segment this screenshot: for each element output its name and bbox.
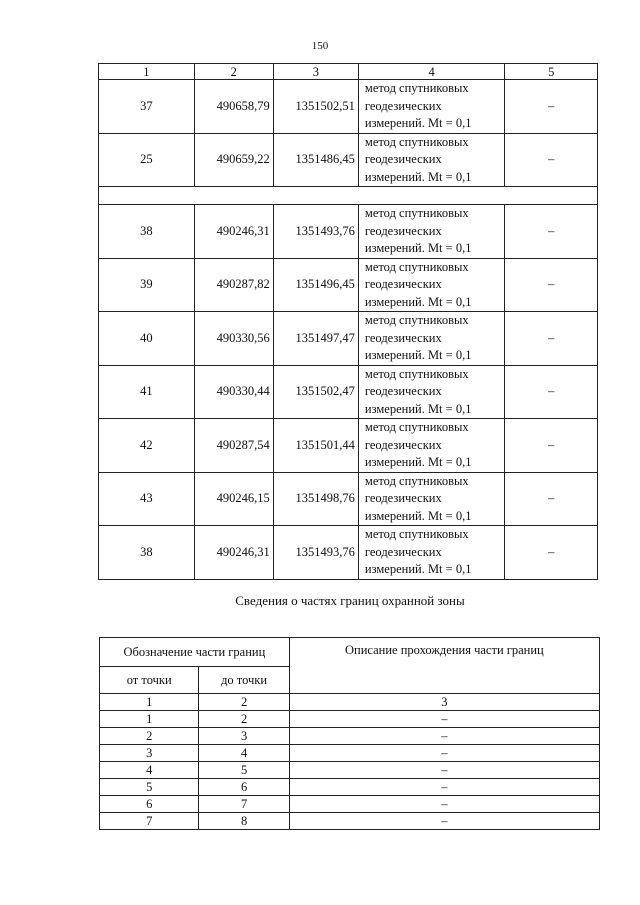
- table-row: [99, 419, 598, 473]
- y-coordinate-cell: 1351493,76: [273, 526, 358, 580]
- table-row: [99, 365, 598, 419]
- point-number-cell: 37: [99, 80, 195, 134]
- column-number-4: 4: [358, 64, 504, 80]
- y-coordinate-cell: 1351497,47: [273, 312, 358, 366]
- y-coordinate-cell: 1351486,45: [273, 133, 358, 187]
- method-line: измерений. Mt = 0,1: [364, 508, 472, 523]
- method-line: геодезических: [364, 152, 442, 166]
- x-coordinate-cell: 490658,79: [194, 80, 273, 134]
- method-line: метод спутниковых: [364, 134, 469, 149]
- table-row: [100, 745, 600, 762]
- method-cell: [358, 80, 504, 134]
- table-row: [99, 472, 598, 526]
- x-coordinate-cell: 490330,44: [194, 365, 273, 419]
- from-point-cell: 6: [100, 796, 199, 813]
- method-line: геодезических: [364, 544, 442, 559]
- method-line: геодезических: [364, 491, 442, 505]
- section-title: Сведения о частях границ охранной зоны: [235, 593, 465, 608]
- method-cell: [358, 526, 504, 580]
- note-cell: –: [505, 312, 598, 366]
- method-line: метод спутниковых: [364, 366, 469, 381]
- y-coordinate-cell: 1351496,45: [273, 258, 358, 312]
- table-row: [100, 813, 600, 830]
- to-point-cell: 2: [199, 711, 289, 728]
- note-cell: –: [505, 472, 598, 526]
- parts-header-row: [100, 638, 600, 667]
- method-cell: [358, 472, 504, 526]
- method-line: измерений. Mt = 0,1: [364, 401, 472, 416]
- y-coordinate-cell: 1351493,76: [273, 205, 358, 259]
- x-coordinate-cell: 490287,82: [194, 258, 273, 312]
- header-boundary-designation: Обозначение части границ: [100, 638, 290, 667]
- x-coordinate-cell: 490287,54: [194, 419, 273, 473]
- table-row: [99, 205, 598, 259]
- method-cell: [358, 258, 504, 312]
- header-boundary-description: Описание прохождения части границ: [289, 638, 599, 694]
- method-line: измерений. Mt = 0,1: [364, 116, 472, 130]
- x-coordinate-cell: 490330,56: [194, 312, 273, 366]
- coordinates-header-row: [99, 64, 598, 80]
- table-row: [100, 711, 600, 728]
- boundary-parts-table: [99, 637, 600, 830]
- parts-column-number-1: 1: [100, 694, 199, 711]
- x-coordinate-cell: 490246,31: [194, 526, 273, 580]
- column-number-5: 5: [505, 64, 598, 80]
- y-coordinate-cell: 1351502,51: [273, 80, 358, 134]
- note-cell: –: [505, 526, 598, 580]
- table-row: [99, 80, 598, 134]
- description-cell: –: [289, 728, 599, 745]
- method-line: геодезических: [364, 98, 442, 113]
- from-point-cell: 4: [100, 762, 199, 779]
- to-point-cell: 4: [199, 745, 289, 762]
- table-row: [100, 779, 600, 796]
- method-line: измерений. Mt = 0,1: [364, 294, 472, 309]
- method-line: метод спутниковых: [364, 206, 469, 220]
- point-number-cell: 40: [99, 312, 195, 366]
- method-line: метод спутниковых: [364, 81, 469, 95]
- method-line: метод спутниковых: [364, 259, 469, 274]
- method-line: геодезических: [364, 223, 442, 238]
- y-coordinate-cell: 1351498,76: [273, 472, 358, 526]
- from-point-cell: 7: [100, 813, 199, 830]
- note-cell: –: [505, 365, 598, 419]
- x-coordinate-cell: 490246,15: [194, 472, 273, 526]
- point-number-cell: 38: [99, 205, 195, 259]
- x-coordinate-cell: 490246,31: [194, 205, 273, 259]
- to-point-cell: 6: [199, 779, 289, 796]
- from-point-cell: 3: [100, 745, 199, 762]
- y-coordinate-cell: 1351502,47: [273, 365, 358, 419]
- column-number-2: 2: [194, 64, 273, 80]
- method-line: измерений. Mt = 0,1: [364, 348, 472, 362]
- to-point-cell: 3: [199, 728, 289, 745]
- point-number-cell: 25: [99, 133, 195, 187]
- description-cell: –: [289, 813, 599, 830]
- description-cell: –: [289, 711, 599, 728]
- method-line: метод спутниковых: [364, 313, 469, 327]
- method-line: измерений. Mt = 0,1: [364, 169, 472, 184]
- method-cell: [358, 419, 504, 473]
- table-row: [99, 258, 598, 312]
- point-number-cell: 38: [99, 526, 195, 580]
- description-cell: –: [289, 779, 599, 796]
- method-line: геодезических: [364, 437, 442, 452]
- method-line: измерений. Mt = 0,1: [364, 562, 472, 576]
- from-point-cell: 2: [100, 728, 199, 745]
- note-cell: –: [505, 419, 598, 473]
- parts-column-numbers-row: [100, 694, 600, 711]
- method-cell: [358, 365, 504, 419]
- method-cell: [358, 133, 504, 187]
- parts-column-number-3: 3: [289, 694, 599, 711]
- from-point-cell: 5: [100, 779, 199, 796]
- column-number-3: 3: [273, 64, 358, 80]
- table-row: [99, 312, 598, 366]
- coordinates-table: [98, 63, 598, 580]
- point-number-cell: 41: [99, 365, 195, 419]
- method-line: измерений. Mt = 0,1: [364, 241, 472, 255]
- to-point-cell: 5: [199, 762, 289, 779]
- note-cell: –: [505, 80, 598, 134]
- note-cell: –: [505, 205, 598, 259]
- method-line: метод спутниковых: [364, 473, 469, 488]
- table-row: [99, 133, 598, 187]
- page-number: 150: [311, 40, 329, 52]
- note-cell: –: [505, 133, 598, 187]
- method-line: измерений. Mt = 0,1: [364, 455, 472, 469]
- y-coordinate-cell: 1351501,44: [273, 419, 358, 473]
- description-cell: –: [289, 745, 599, 762]
- to-point-cell: 8: [199, 813, 289, 830]
- method-cell: [358, 205, 504, 259]
- note-cell: –: [505, 258, 598, 312]
- separator-row: [99, 187, 598, 205]
- method-cell: [358, 312, 504, 366]
- method-line: метод спутниковых: [364, 527, 469, 541]
- parts-column-number-2: 2: [199, 694, 289, 711]
- column-number-1: 1: [99, 64, 195, 80]
- method-line: метод спутниковых: [364, 420, 469, 434]
- header-to-point: до точки: [199, 667, 289, 694]
- from-point-cell: 1: [100, 711, 199, 728]
- point-number-cell: 39: [99, 258, 195, 312]
- point-number-cell: 42: [99, 419, 195, 473]
- separator-cell: [99, 187, 598, 205]
- x-coordinate-cell: 490659,22: [194, 133, 273, 187]
- description-cell: –: [289, 796, 599, 813]
- header-from-point: от точки: [100, 667, 199, 694]
- description-cell: –: [289, 762, 599, 779]
- table-row: [100, 728, 600, 745]
- to-point-cell: 7: [199, 796, 289, 813]
- method-line: геодезических: [364, 277, 442, 291]
- method-line: геодезических: [364, 384, 442, 398]
- table-row: [99, 526, 598, 580]
- method-line: геодезических: [364, 330, 442, 345]
- table-row: [100, 762, 600, 779]
- table-row: [100, 796, 600, 813]
- point-number-cell: 43: [99, 472, 195, 526]
